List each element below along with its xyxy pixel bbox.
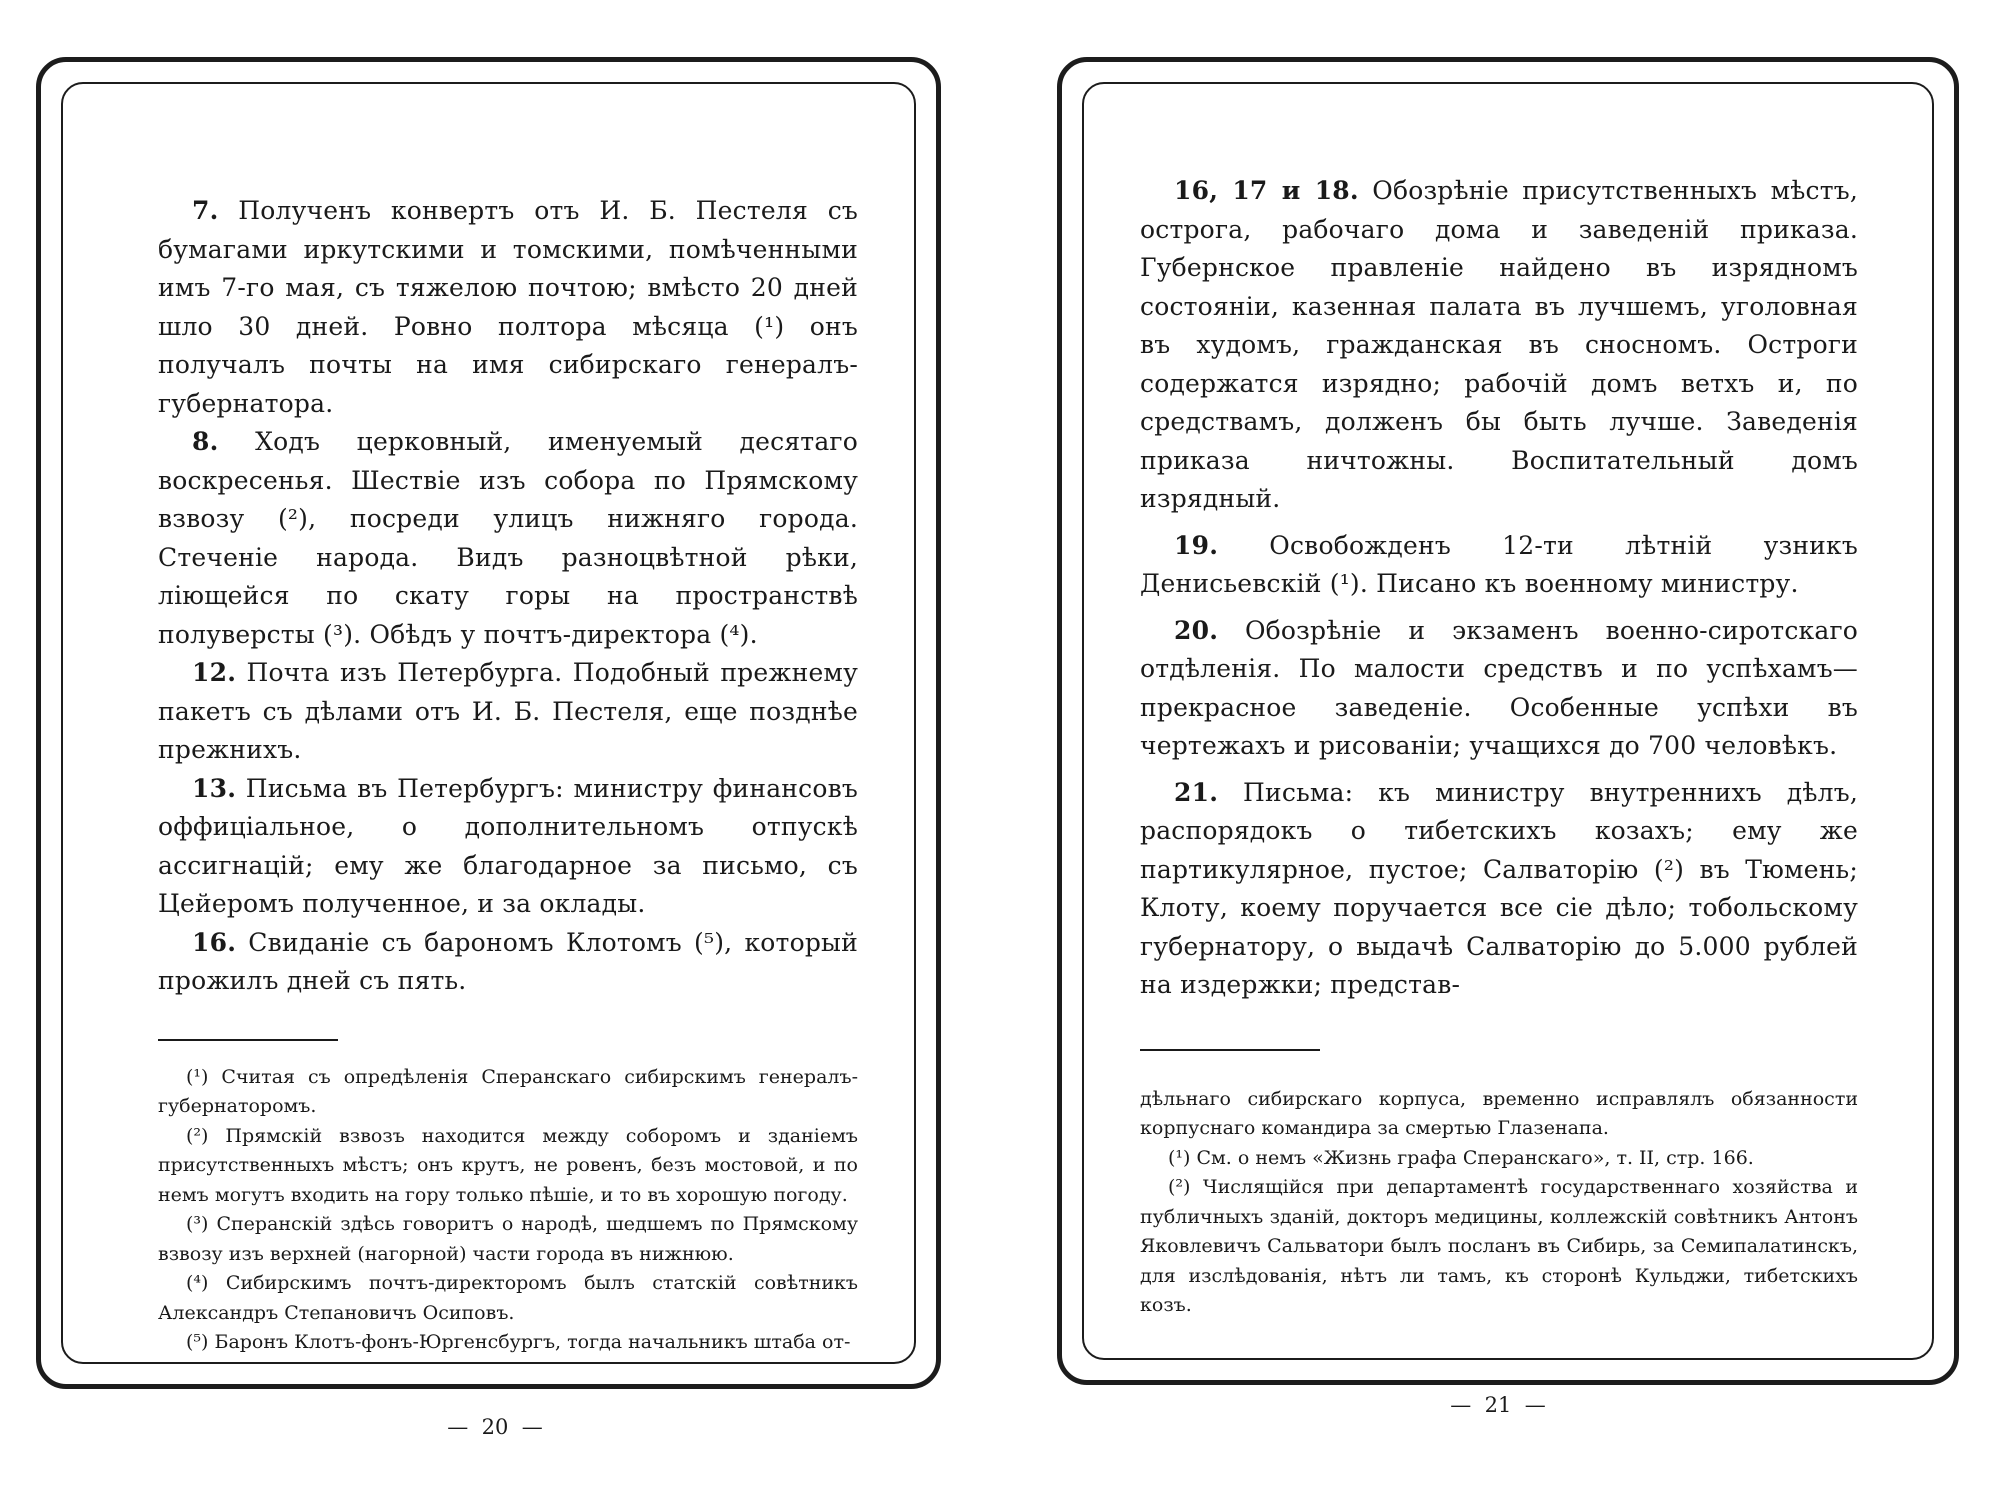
footnote: (¹) Считая съ опредѣленія Сперанскаго сибирскимъ генералъ-губернаторомъ.	[158, 1065, 858, 1117]
entry-date: 7.	[192, 196, 219, 225]
footnote: (²) Прямскій взвозъ находится между соборомъ и зданіемъ присутственныхъ мѣстъ; онъ крутъ, не ровенъ, безъ мостовой, и по немъ могутъ входить на гору только пѣшіе, и то въ хорошую погоду.	[158, 1124, 858, 1206]
diary-entry	[1140, 612, 1858, 766]
entry-date: 21.	[1174, 777, 1219, 807]
diary-entry	[158, 924, 858, 1001]
entry-text: Обозрѣніе присутственныхъ мѣстъ, острога, рабочаго дома и заведеній приказа. Губернское правленіе найдено въ изрядномъ состояніи, казенная палата въ лучшемъ, уголовная въ худомъ, гражданская въ сносномъ. Остроги содержатся изрядно; рабочій домъ ветхъ и, по средствамъ, долженъ бы быть лучше. Заведенія приказа ничтожны. Воспитательный домъ изрядный.	[1140, 176, 1858, 513]
diary-entry	[1140, 774, 1858, 1005]
footnote: (²) Числящійся при департаментѣ государственнаго хозяйства и публичныхъ зданій, докторъ медицины, коллежскій совѣтникъ Антонъ Яковлевичъ Сальватори былъ посланъ въ Сибирь, за Семипалатинскъ, для изслѣдованія, нѣтъ ли тамъ, къ сторонѣ Кульджи, тибетскихъ козъ.	[1140, 1176, 1858, 1316]
footnote: (⁴) Сибирскимъ почтъ-директоромъ былъ статскій совѣтникъ Александръ Степановичъ Осиповъ.	[158, 1272, 858, 1324]
entry-date: 16.	[192, 927, 237, 957]
entry-date: 20.	[1174, 615, 1219, 645]
entry-text: Ходъ церковный, именуемый десятаго воскресенья. Шествіе изъ собора по Прямскому взвозу (²), посреди улицъ нижняго города. Стеченіе народа. Видъ разноцвѣтной рѣки, ліющейся по скату горы на пространствѣ полуверсты (³). Обѣдъ у почтъ-директора (⁴).	[158, 427, 858, 649]
entry-date: 13.	[192, 773, 237, 803]
diary-entry	[158, 423, 858, 654]
entry-text: Обозрѣніе и экзаменъ военно-сиротскаго отдѣленія. По малости средствъ и по успѣхамъ—прекрасное заведеніе. Особенные успѣхи въ чертежахъ и рисованіи; учащихся до 700 человѣкъ.	[1140, 615, 1858, 760]
footnote: (¹) См. о немъ «Жизнь графа Сперанскаго», т. II, стр. 166.	[1168, 1146, 1754, 1169]
entry-text: Почта изъ Петербурга. Подобный прежнему пакетъ съ дѣлами отъ И. Б. Пестеля, еще позднѣе прежнихъ.	[158, 658, 858, 764]
footnote: (³) Сперанскій здѣсь говоритъ о народѣ, шедшемъ по Прямскому взвозу изъ верхней (нагорной) части города въ нижнюю.	[158, 1213, 858, 1265]
diary-entry	[158, 770, 858, 924]
entry-text: Освобожденъ 12-ти лѣтній узникъ Денисьевскій (¹). Писано къ военному министру.	[1140, 530, 1858, 598]
diary-entry	[1140, 172, 1858, 519]
entry-text: Письма въ Петербургъ: министру финансовъ оффиціальное, о дополнительномъ отпускѣ ассигнацій; ему же благодарное за письмо, съ Цейеромъ полученное, и за оклады.	[158, 773, 858, 918]
page-number-right: — 21 —	[1450, 1393, 1546, 1417]
entry-text: Полученъ конвертъ отъ И. Б. Пестеля съ бумагами иркутскими и томскими, помѣченными имъ 7-го мая, съ тяжелою почтою; вмѣсто 20 дней шло 30 дней. Ровно полтора мѣсяца (¹) онъ получалъ почты на имя сибирскаго генералъ-губернатора.	[158, 196, 859, 418]
entry-date: 12.	[192, 658, 237, 687]
entry-text: Свиданіе съ барономъ Клотомъ (⁵), который прожилъ дней съ пять.	[158, 927, 858, 995]
diary-entry	[158, 192, 858, 423]
diary-entry	[158, 654, 858, 770]
entry-date: 8.	[192, 427, 219, 456]
left-page-content	[158, 192, 858, 1358]
page-number-left: — 20 —	[447, 1415, 543, 1439]
entry-date: 16, 17 и 18.	[1174, 176, 1359, 205]
right-page-content	[1140, 172, 1858, 1321]
footnote-continuation: дѣльнаго сибирскаго корпуса, временно исправлялъ обязанности корпуснаго командира за смертью Глазенапа.	[1140, 1087, 1858, 1139]
entry-date: 19.	[1174, 530, 1219, 560]
footnote: (⁵) Баронъ Клотъ-фонъ-Юргенсбургъ, тогда начальникъ штаба от-	[186, 1331, 851, 1353]
footnote-separator	[158, 1039, 338, 1041]
footnote-separator	[1140, 1049, 1320, 1051]
entry-text: Письма: къ министру внутреннихъ дѣлъ, распорядокъ о тибетскихъ козахъ; ему же партикулярное, пустое; Салваторію (²) въ Тюмень; Клоту, коему поручается все сіе дѣло; тобольскому губернатору, о выдачѣ Салваторію до 5.000 рублей на издержки; представ-	[1140, 777, 1858, 999]
diary-entry	[1140, 527, 1858, 604]
